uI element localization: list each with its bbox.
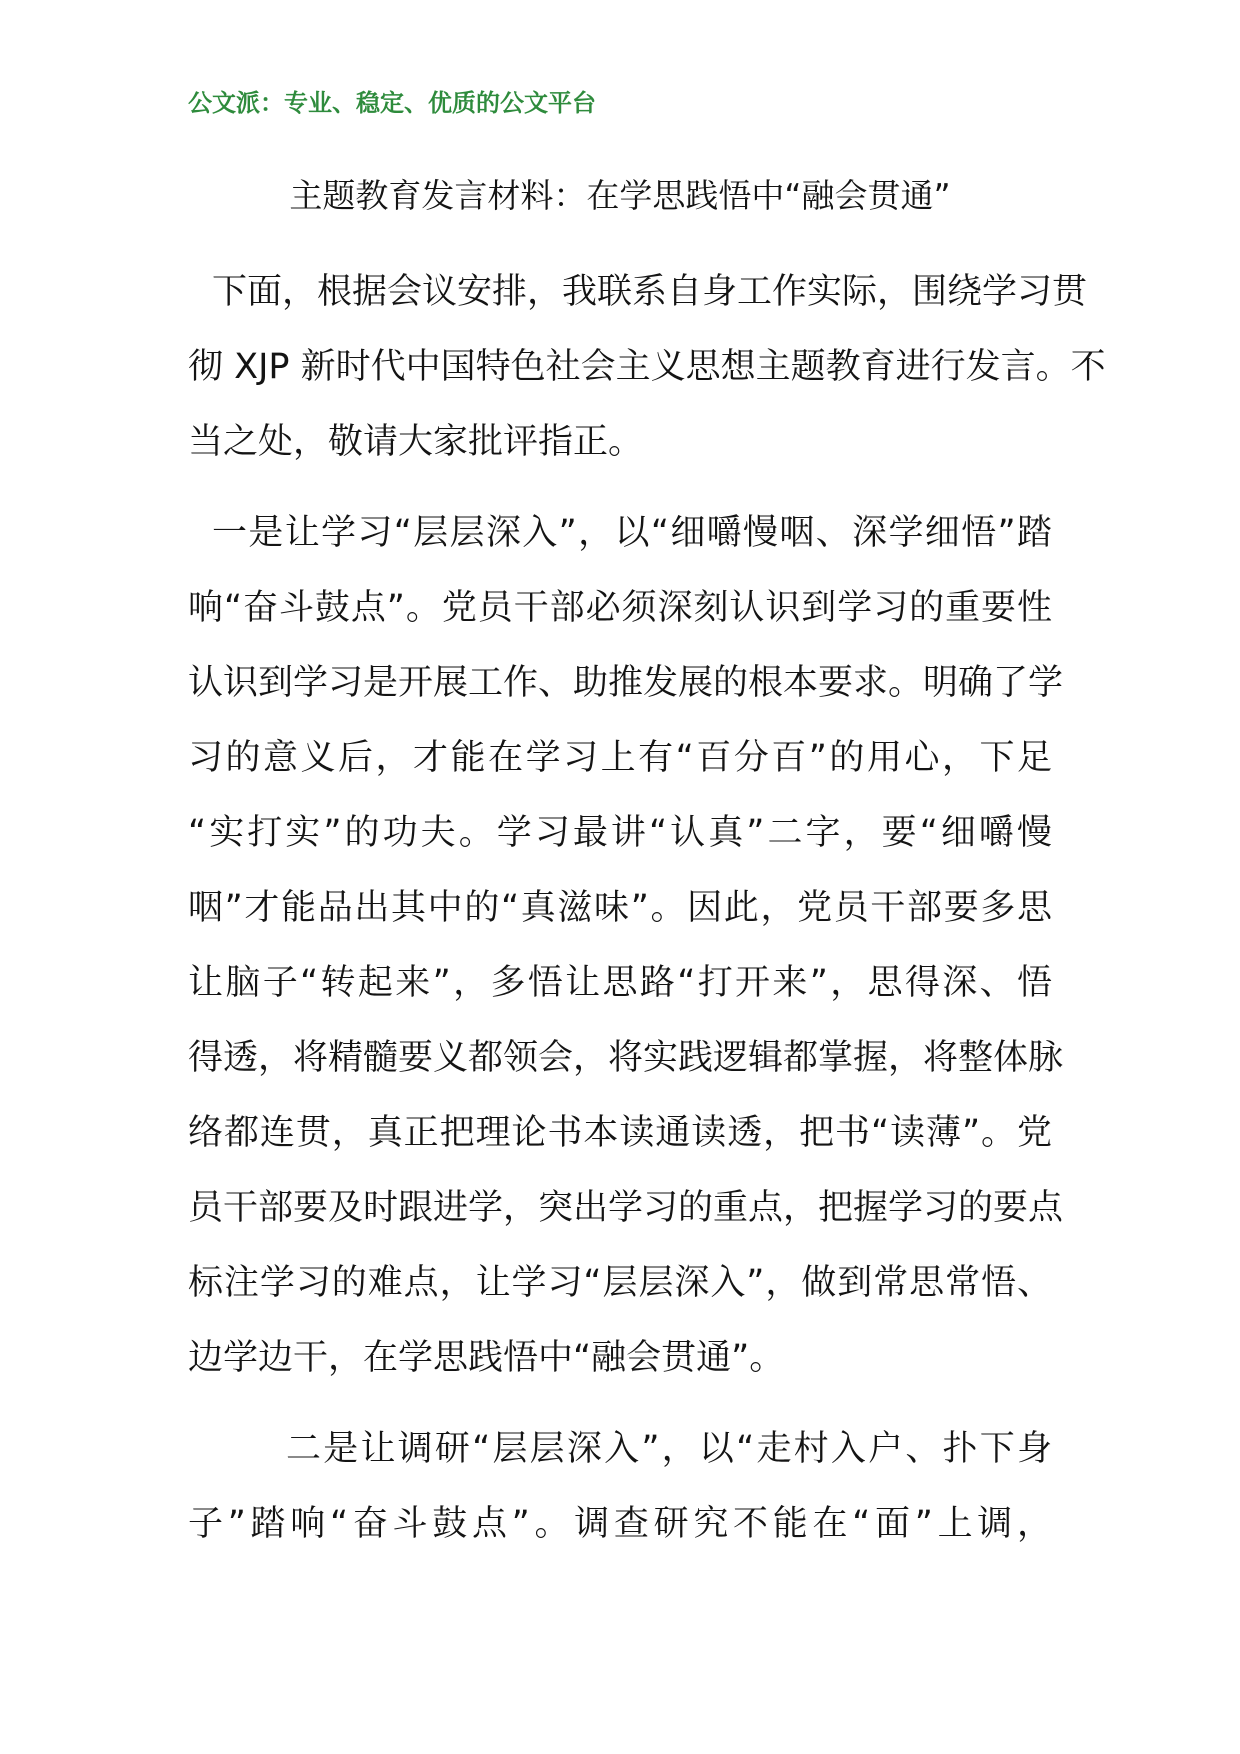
text-line: “实打实”的功夫。学习最讲“认真”二字，要“细嚼慢 bbox=[188, 813, 1052, 853]
text-line: 员干部要及时跟进学，突出学习的重点，把握学习的要点 bbox=[188, 1188, 1064, 1228]
text-line: 二是让调研“层层深入”，以“走村入户、扑下身 bbox=[286, 1429, 1052, 1469]
text-line: 当之处，敬请大家批评指正。 bbox=[188, 422, 644, 462]
document-body bbox=[188, 255, 1106, 1562]
text-line: 让脑子“转起来”，多悟让思路“打开来”，思得深、悟 bbox=[188, 963, 1052, 1003]
text-line: 子”踏响“奋斗鼓点”。调查研究不能在“面”上调， bbox=[188, 1504, 1052, 1544]
text-line: 一是让学习“层层深入”，以“细嚼慢咽、深学细悟”踏 bbox=[212, 513, 1052, 553]
text-line: 下面，根据会议安排，我联系自身工作实际，围绕学习贯 bbox=[212, 272, 1088, 312]
text-line: 彻 XJP 新时代中国特色社会主义思想主题教育进行发言。不 bbox=[188, 347, 1106, 387]
paragraph-intro bbox=[188, 255, 1106, 480]
text-line: 得透，将精髓要义都领会，将实践逻辑都掌握，将整体脉 bbox=[188, 1038, 1064, 1078]
paragraph-study bbox=[188, 496, 1064, 1396]
text-line: 咽”才能品出其中的“真滋味”。因此，党员干部要多思 bbox=[188, 888, 1052, 928]
text-line: 认识到学习是开展工作、助推发展的根本要求。明确了学 bbox=[188, 663, 1064, 703]
text-line: 习的意义后，才能在学习上有“百分百”的用心，下足 bbox=[188, 738, 1052, 778]
text-line: 络都连贯，真正把理论书本读通读透，把书“读薄”。党 bbox=[188, 1113, 1052, 1153]
text-line: 标注学习的难点，让学习“层层深入”，做到常思常悟、 bbox=[188, 1263, 1052, 1303]
watermark-header: 公文派：专业、稳定、优质的公文平台 bbox=[188, 89, 596, 117]
text-line: 边学边干，在学思践悟中“融会贯通”。 bbox=[188, 1338, 785, 1378]
document-title: 主题教育发言材料：在学思践悟中“融会贯通” bbox=[289, 176, 951, 215]
text-line: 响“奋斗鼓点”。党员干部必须深刻认识到学习的重要性 bbox=[188, 588, 1052, 628]
paragraph-research bbox=[188, 1412, 1052, 1562]
